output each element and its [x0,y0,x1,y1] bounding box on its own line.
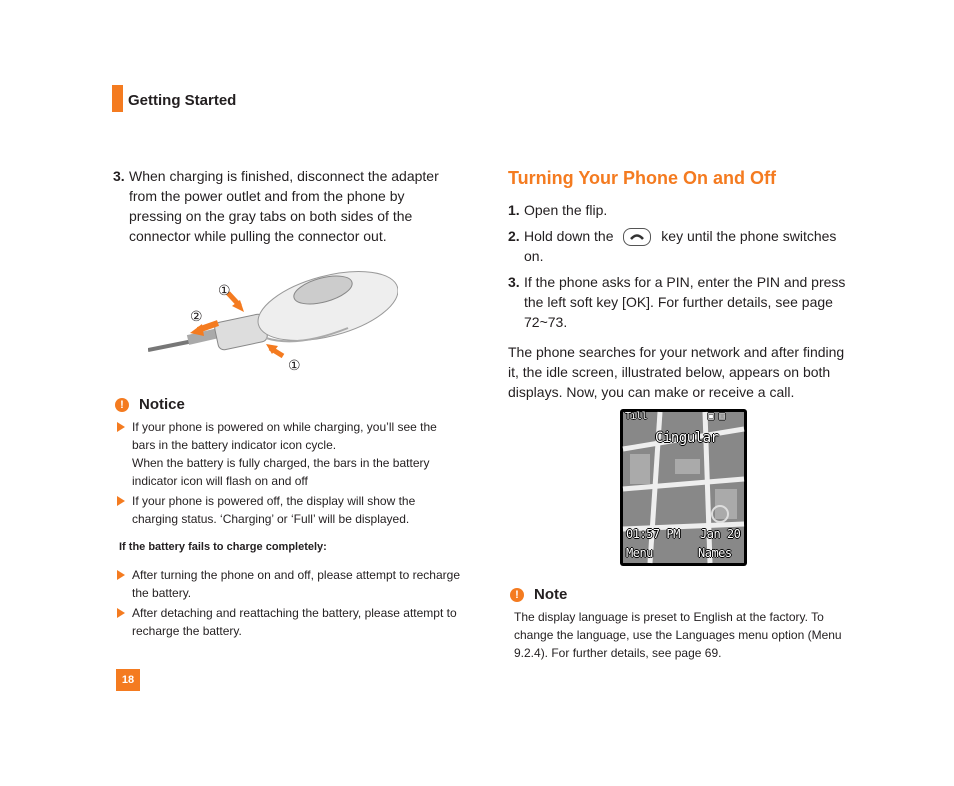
notice-box [115,396,460,640]
notice-bullet-text: If your phone is powered on while charging, you’ll see the bars in the battery indicator icon cycle. When the battery is fully charged, the bars in the battery indicator icon will flash on and off [132,420,437,488]
label-tab-top: ① [218,282,231,298]
notice-bullet-text: After turning the phone on and off, please attempt to recharge the battery. [132,568,461,600]
step-number: 3. [508,274,520,291]
note-box [510,586,845,662]
notice-bullet [115,566,460,602]
notice-bullet-text: If your phone is powered off, the display will show the charging status. ‘Charging’ or ‘Full’ will be displayed. [132,494,416,526]
notice-title: Notice [139,396,185,413]
step-text: Open the flip. [524,202,608,218]
network-paragraph: The phone searches for your network and after finding it, the idle screen, illustrated below, appears on both displays. Now, you can make or receive a call. [508,344,845,401]
notice-bullet [115,418,460,490]
step-number: 1. [508,202,520,218]
exclamation-icon: ! [510,588,524,602]
page-number: 18 [116,669,140,691]
triangle-bullet-icon [117,422,125,432]
charging-step-3 [113,166,453,246]
triangle-bullet-icon [117,570,125,580]
notice-bullet [115,604,460,640]
notice-bullet [115,492,460,528]
triangle-bullet-icon [117,608,125,618]
power-step-3 [508,272,853,332]
signal-icon: Tıll [625,411,648,422]
step-text: If the phone asks for a PIN, enter the PIN and press the left soft key [OK]. For further details, see page 72~73. [524,274,846,331]
idle-date: Jan 20 [700,527,741,541]
idle-time: 01:57 PM [626,527,680,541]
triangle-bullet-icon [117,496,125,506]
power-step-1 [508,200,853,220]
step-text-after: key until the phone switches on. [524,228,837,265]
charger-disconnect-figure [148,268,398,378]
turning-on-off-title: Turning Your Phone On and Off [508,168,776,188]
step-number: 2. [508,228,520,244]
right-soft-key-label: Names [698,546,732,560]
notice-bullet-text: After detaching and reattaching the battery, please attempt to recharge the battery. [132,606,457,638]
idle-screen-image [620,409,747,566]
end-key-icon [623,228,651,246]
battery-icon: ▣ ▥ [708,411,725,422]
label-tab-bottom: ① [288,357,301,373]
notice-subheading: If the battery fails to charge completely: [119,541,327,553]
note-title: Note [534,586,568,603]
carrier-name: Cingular [655,430,719,446]
step-number: 3. [113,168,125,184]
notice-heading [115,396,460,414]
power-on-steps [508,200,853,402]
note-text: The display language is preset to English at the factory. To change the language, use the Languages menu option (Menu 9.2.4). For further details, see page 69. [514,610,842,660]
note-heading [510,586,845,604]
left-soft-key-label: Menu [626,546,653,560]
exclamation-icon: ! [115,398,129,412]
section-title: Getting Started [128,92,237,109]
step-text-before: Hold down the [524,228,614,244]
section-marker [112,85,123,112]
step-text: When charging is finished, disconnect the adapter from the power outlet and from the phone by pressing on the gray tabs on both sides of the connector while pulling the connector out. [129,168,439,244]
label-connector: ② [190,308,203,324]
phone-charger-illustration [148,268,398,378]
power-step-2 [508,226,853,266]
